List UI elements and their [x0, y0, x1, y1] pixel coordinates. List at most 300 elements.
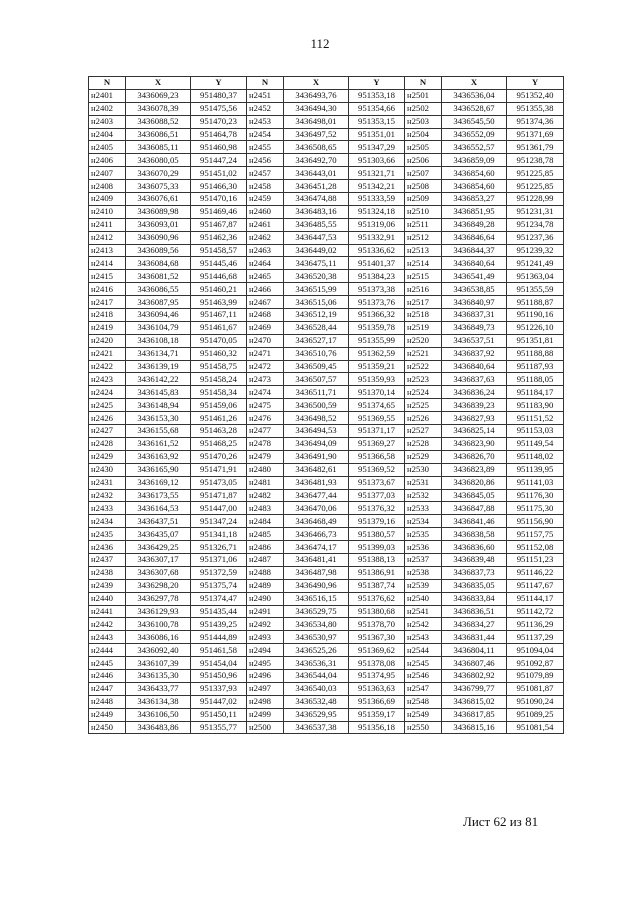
x-coordinate-cell: 3436088,52 — [126, 115, 191, 128]
x-coordinate-cell: 3436297,78 — [126, 592, 191, 605]
x-coordinate-cell: 3436164,53 — [126, 502, 191, 515]
y-coordinate-cell: 951153,03 — [507, 425, 564, 438]
x-coordinate-cell: 3436069,23 — [126, 89, 191, 102]
y-coordinate-cell: 951351,01 — [349, 128, 405, 141]
x-coordinate-cell: 3436837,63 — [442, 373, 507, 386]
table-row — [89, 296, 564, 309]
y-coordinate-cell: 951446,68 — [191, 270, 247, 283]
table-row — [89, 425, 564, 438]
y-coordinate-cell: 951363,63 — [349, 682, 405, 695]
point-id-cell: н2466 — [247, 283, 284, 296]
x-coordinate-cell: 3436094,46 — [126, 309, 191, 322]
y-coordinate-cell: 951467,87 — [191, 218, 247, 231]
table-row — [89, 463, 564, 476]
point-id-cell: н2512 — [405, 231, 442, 244]
x-coordinate-cell: 3436853,27 — [442, 193, 507, 206]
y-coordinate-cell: 951369,55 — [349, 412, 405, 425]
table-row — [89, 553, 564, 566]
y-coordinate-cell: 951373,38 — [349, 283, 405, 296]
point-id-cell: н2458 — [247, 180, 284, 193]
y-coordinate-cell: 951355,77 — [191, 721, 247, 734]
column-header: X — [442, 77, 507, 90]
x-coordinate-cell: 3436475,11 — [284, 257, 349, 270]
table-row — [89, 515, 564, 528]
x-coordinate-cell: 3436086,51 — [126, 128, 191, 141]
y-coordinate-cell: 951458,24 — [191, 373, 247, 386]
y-coordinate-cell: 951464,78 — [191, 128, 247, 141]
y-coordinate-cell: 951090,24 — [507, 695, 564, 708]
x-coordinate-cell: 3436515,06 — [284, 296, 349, 309]
point-id-cell: н2509 — [405, 193, 442, 206]
x-coordinate-cell: 3436528,67 — [442, 102, 507, 115]
y-coordinate-cell: 951141,03 — [507, 476, 564, 489]
y-coordinate-cell: 951355,59 — [507, 283, 564, 296]
point-id-cell: н2510 — [405, 205, 442, 218]
x-coordinate-cell: 3436173,55 — [126, 489, 191, 502]
point-id-cell: н2442 — [89, 618, 126, 631]
y-coordinate-cell: 951463,99 — [191, 296, 247, 309]
point-id-cell: н2486 — [247, 541, 284, 554]
y-coordinate-cell: 951373,76 — [349, 296, 405, 309]
x-coordinate-cell: 3436831,44 — [442, 631, 507, 644]
x-coordinate-cell: 3436089,98 — [126, 205, 191, 218]
point-id-cell: н2413 — [89, 244, 126, 257]
point-id-cell: н2430 — [89, 463, 126, 476]
point-id-cell: н2414 — [89, 257, 126, 270]
y-coordinate-cell: 951341,18 — [191, 528, 247, 541]
y-coordinate-cell: 951366,32 — [349, 309, 405, 322]
x-coordinate-cell: 3436093,01 — [126, 218, 191, 231]
x-coordinate-cell: 3436466,73 — [284, 528, 349, 541]
point-id-cell: н2420 — [89, 334, 126, 347]
x-coordinate-cell: 3436827,93 — [442, 412, 507, 425]
y-coordinate-cell: 951359,78 — [349, 321, 405, 334]
y-coordinate-cell: 951447,24 — [191, 154, 247, 167]
y-coordinate-cell: 951388,13 — [349, 553, 405, 566]
x-coordinate-cell: 3436089,56 — [126, 244, 191, 257]
y-coordinate-cell: 951471,87 — [191, 489, 247, 502]
y-coordinate-cell: 951454,04 — [191, 657, 247, 670]
x-coordinate-cell: 3436841,46 — [442, 515, 507, 528]
x-coordinate-cell: 3436307,68 — [126, 566, 191, 579]
y-coordinate-cell: 951188,88 — [507, 347, 564, 360]
point-id-cell: н2540 — [405, 592, 442, 605]
y-coordinate-cell: 951372,59 — [191, 566, 247, 579]
x-coordinate-cell: 3436498,52 — [284, 412, 349, 425]
point-id-cell: н2505 — [405, 141, 442, 154]
point-id-cell: н2453 — [247, 115, 284, 128]
table-row — [89, 347, 564, 360]
table-row — [89, 721, 564, 734]
column-header: N — [247, 77, 284, 90]
table-row — [89, 566, 564, 579]
y-coordinate-cell: 951225,85 — [507, 167, 564, 180]
y-coordinate-cell: 951361,79 — [507, 141, 564, 154]
x-coordinate-cell: 3436836,60 — [442, 541, 507, 554]
point-id-cell: н2515 — [405, 270, 442, 283]
x-coordinate-cell: 3436481,93 — [284, 476, 349, 489]
x-coordinate-cell: 3436433,77 — [126, 682, 191, 695]
x-coordinate-cell: 3436135,30 — [126, 669, 191, 682]
table-row — [89, 231, 564, 244]
y-coordinate-cell: 951366,58 — [349, 450, 405, 463]
x-coordinate-cell: 3436826,70 — [442, 450, 507, 463]
y-coordinate-cell: 951435,44 — [191, 605, 247, 618]
y-coordinate-cell: 951445,46 — [191, 257, 247, 270]
x-coordinate-cell: 3436799,77 — [442, 682, 507, 695]
x-coordinate-cell: 3436536,04 — [442, 89, 507, 102]
y-coordinate-cell: 951401,37 — [349, 257, 405, 270]
y-coordinate-cell: 951081,87 — [507, 682, 564, 695]
x-coordinate-cell: 3436145,83 — [126, 386, 191, 399]
point-id-cell: н2404 — [89, 128, 126, 141]
y-coordinate-cell: 951175,30 — [507, 502, 564, 515]
x-coordinate-cell: 3436833,84 — [442, 592, 507, 605]
point-id-cell: н2445 — [89, 657, 126, 670]
table-row — [89, 89, 564, 102]
y-coordinate-cell: 951470,23 — [191, 115, 247, 128]
point-id-cell: н2534 — [405, 515, 442, 528]
y-coordinate-cell: 951458,57 — [191, 244, 247, 257]
point-id-cell: н2477 — [247, 425, 284, 438]
x-coordinate-cell: 3436435,07 — [126, 528, 191, 541]
y-coordinate-cell: 951386,91 — [349, 566, 405, 579]
point-id-cell: н2469 — [247, 321, 284, 334]
y-coordinate-cell: 951447,02 — [191, 695, 247, 708]
x-coordinate-cell: 3436474,88 — [284, 193, 349, 206]
y-coordinate-cell: 951470,05 — [191, 334, 247, 347]
y-coordinate-cell: 951379,16 — [349, 515, 405, 528]
x-coordinate-cell: 3436100,78 — [126, 618, 191, 631]
point-id-cell: н2524 — [405, 386, 442, 399]
point-id-cell: н2520 — [405, 334, 442, 347]
table-row — [89, 167, 564, 180]
y-coordinate-cell: 951137,29 — [507, 631, 564, 644]
x-coordinate-cell: 3436536,31 — [284, 657, 349, 670]
x-coordinate-cell: 3436525,26 — [284, 644, 349, 657]
table-row — [89, 579, 564, 592]
x-coordinate-cell: 3436085,11 — [126, 141, 191, 154]
column-header: Y — [507, 77, 564, 90]
y-coordinate-cell: 951225,85 — [507, 180, 564, 193]
point-id-cell: н2494 — [247, 644, 284, 657]
y-coordinate-cell: 951460,98 — [191, 141, 247, 154]
table-row — [89, 657, 564, 670]
column-header: X — [126, 77, 191, 90]
table-row — [89, 605, 564, 618]
y-coordinate-cell: 951190,16 — [507, 309, 564, 322]
x-coordinate-cell: 3436815,16 — [442, 721, 507, 734]
x-coordinate-cell: 3436165,90 — [126, 463, 191, 476]
point-id-cell: н2415 — [89, 270, 126, 283]
y-coordinate-cell: 951374,65 — [349, 399, 405, 412]
point-id-cell: н2403 — [89, 115, 126, 128]
x-coordinate-cell: 3436494,09 — [284, 437, 349, 450]
y-coordinate-cell: 951151,23 — [507, 553, 564, 566]
point-id-cell: н2548 — [405, 695, 442, 708]
y-coordinate-cell: 951144,17 — [507, 592, 564, 605]
y-coordinate-cell: 951319,06 — [349, 218, 405, 231]
point-id-cell: н2408 — [89, 180, 126, 193]
y-coordinate-cell: 951228,99 — [507, 193, 564, 206]
table-row — [89, 489, 564, 502]
x-coordinate-cell: 3436540,03 — [284, 682, 349, 695]
y-coordinate-cell: 951371,69 — [507, 128, 564, 141]
x-coordinate-cell: 3436081,52 — [126, 270, 191, 283]
y-coordinate-cell: 951439,25 — [191, 618, 247, 631]
point-id-cell: н2417 — [89, 296, 126, 309]
point-id-cell: н2503 — [405, 115, 442, 128]
point-id-cell: н2528 — [405, 437, 442, 450]
point-id-cell: н2452 — [247, 102, 284, 115]
point-id-cell: н2508 — [405, 180, 442, 193]
point-id-cell: н2489 — [247, 579, 284, 592]
point-id-cell: н2545 — [405, 657, 442, 670]
x-coordinate-cell: 3436508,65 — [284, 141, 349, 154]
point-id-cell: н2483 — [247, 502, 284, 515]
point-id-cell: н2501 — [405, 89, 442, 102]
x-coordinate-cell: 3436859,09 — [442, 154, 507, 167]
point-id-cell: н2543 — [405, 631, 442, 644]
y-coordinate-cell: 951081,54 — [507, 721, 564, 734]
x-coordinate-cell: 3436507,57 — [284, 373, 349, 386]
point-id-cell: н2533 — [405, 502, 442, 515]
point-id-cell: н2487 — [247, 553, 284, 566]
y-coordinate-cell: 951326,71 — [191, 541, 247, 554]
y-coordinate-cell: 951461,58 — [191, 644, 247, 657]
point-id-cell: н2470 — [247, 334, 284, 347]
point-id-cell: н2507 — [405, 167, 442, 180]
y-coordinate-cell: 951378,70 — [349, 618, 405, 631]
x-coordinate-cell: 3436075,33 — [126, 180, 191, 193]
point-id-cell: н2423 — [89, 373, 126, 386]
y-coordinate-cell: 951374,36 — [507, 115, 564, 128]
x-coordinate-cell: 3436307,17 — [126, 553, 191, 566]
y-coordinate-cell: 951480,37 — [191, 89, 247, 102]
y-coordinate-cell: 951460,21 — [191, 283, 247, 296]
y-coordinate-cell: 951157,75 — [507, 528, 564, 541]
point-id-cell: н2541 — [405, 605, 442, 618]
y-coordinate-cell: 951450,11 — [191, 708, 247, 721]
table-row — [89, 682, 564, 695]
x-coordinate-cell: 3436851,95 — [442, 205, 507, 218]
x-coordinate-cell: 3436534,80 — [284, 618, 349, 631]
x-coordinate-cell: 3436825,14 — [442, 425, 507, 438]
point-id-cell: н2478 — [247, 437, 284, 450]
x-coordinate-cell: 3436840,64 — [442, 360, 507, 373]
point-id-cell: н2537 — [405, 553, 442, 566]
y-coordinate-cell: 951337,93 — [191, 682, 247, 695]
table-row — [89, 708, 564, 721]
y-coordinate-cell: 951332,91 — [349, 231, 405, 244]
table-row — [89, 141, 564, 154]
y-coordinate-cell: 951370,14 — [349, 386, 405, 399]
x-coordinate-cell: 3436470,06 — [284, 502, 349, 515]
x-coordinate-cell: 3436447,53 — [284, 231, 349, 244]
x-coordinate-cell: 3436845,05 — [442, 489, 507, 502]
point-id-cell: н2542 — [405, 618, 442, 631]
table-row — [89, 541, 564, 554]
y-coordinate-cell: 951363,04 — [507, 270, 564, 283]
x-coordinate-cell: 3436512,19 — [284, 309, 349, 322]
x-coordinate-cell: 3436481,41 — [284, 553, 349, 566]
point-id-cell: н2443 — [89, 631, 126, 644]
y-coordinate-cell: 951475,56 — [191, 102, 247, 115]
table-row — [89, 218, 564, 231]
point-id-cell: н2454 — [247, 128, 284, 141]
table-row — [89, 257, 564, 270]
x-coordinate-cell: 3436139,19 — [126, 360, 191, 373]
y-coordinate-cell: 951458,34 — [191, 386, 247, 399]
column-header: Y — [191, 77, 247, 90]
point-id-cell: н2428 — [89, 437, 126, 450]
y-coordinate-cell: 951342,21 — [349, 180, 405, 193]
y-coordinate-cell: 951469,46 — [191, 205, 247, 218]
x-coordinate-cell: 3436820,86 — [442, 476, 507, 489]
point-id-cell: н2529 — [405, 450, 442, 463]
x-coordinate-cell: 3436483,86 — [126, 721, 191, 734]
y-coordinate-cell: 951467,11 — [191, 309, 247, 322]
y-coordinate-cell: 951466,30 — [191, 180, 247, 193]
point-id-cell: н2427 — [89, 425, 126, 438]
point-id-cell: н2406 — [89, 154, 126, 167]
y-coordinate-cell: 951380,57 — [349, 528, 405, 541]
point-id-cell: н2464 — [247, 257, 284, 270]
y-coordinate-cell: 951355,99 — [349, 334, 405, 347]
table-row — [89, 334, 564, 347]
point-id-cell: н2544 — [405, 644, 442, 657]
x-coordinate-cell: 3436838,58 — [442, 528, 507, 541]
point-id-cell: н2499 — [247, 708, 284, 721]
point-id-cell: н2412 — [89, 231, 126, 244]
table-row — [89, 115, 564, 128]
point-id-cell: н2462 — [247, 231, 284, 244]
y-coordinate-cell: 951231,31 — [507, 205, 564, 218]
x-coordinate-cell: 3436491,90 — [284, 450, 349, 463]
point-id-cell: н2514 — [405, 257, 442, 270]
y-coordinate-cell: 951139,95 — [507, 463, 564, 476]
y-coordinate-cell: 951142,72 — [507, 605, 564, 618]
y-coordinate-cell: 951461,67 — [191, 321, 247, 334]
x-coordinate-cell: 3436837,31 — [442, 309, 507, 322]
y-coordinate-cell: 951359,21 — [349, 360, 405, 373]
y-coordinate-cell: 951459,06 — [191, 399, 247, 412]
x-coordinate-cell: 3436148,94 — [126, 399, 191, 412]
point-id-cell: н2539 — [405, 579, 442, 592]
table-row — [89, 193, 564, 206]
column-header: N — [405, 77, 442, 90]
y-coordinate-cell: 951369,62 — [349, 644, 405, 657]
x-coordinate-cell: 3436169,12 — [126, 476, 191, 489]
x-coordinate-cell: 3436134,71 — [126, 347, 191, 360]
point-id-cell: н2485 — [247, 528, 284, 541]
y-coordinate-cell: 951353,18 — [349, 89, 405, 102]
x-coordinate-cell: 3436836,51 — [442, 605, 507, 618]
x-coordinate-cell: 3436161,52 — [126, 437, 191, 450]
y-coordinate-cell: 951353,15 — [349, 115, 405, 128]
x-coordinate-cell: 3436538,85 — [442, 283, 507, 296]
y-coordinate-cell: 951462,36 — [191, 231, 247, 244]
x-coordinate-cell: 3436527,17 — [284, 334, 349, 347]
point-id-cell: н2438 — [89, 566, 126, 579]
x-coordinate-cell: 3436493,76 — [284, 89, 349, 102]
x-coordinate-cell: 3436092,40 — [126, 644, 191, 657]
point-id-cell: н2519 — [405, 321, 442, 334]
y-coordinate-cell: 951369,27 — [349, 437, 405, 450]
y-coordinate-cell: 951094,04 — [507, 644, 564, 657]
x-coordinate-cell: 3436449,02 — [284, 244, 349, 257]
point-id-cell: н2429 — [89, 450, 126, 463]
point-id-cell: н2402 — [89, 102, 126, 115]
y-coordinate-cell: 951366,69 — [349, 695, 405, 708]
y-coordinate-cell: 951352,40 — [507, 89, 564, 102]
y-coordinate-cell: 951359,17 — [349, 708, 405, 721]
y-coordinate-cell: 951369,52 — [349, 463, 405, 476]
x-coordinate-cell: 3436528,44 — [284, 321, 349, 334]
point-id-cell: н2448 — [89, 695, 126, 708]
point-id-cell: н2422 — [89, 360, 126, 373]
point-id-cell: н2401 — [89, 89, 126, 102]
y-coordinate-cell: 951152,08 — [507, 541, 564, 554]
point-id-cell: н2532 — [405, 489, 442, 502]
x-coordinate-cell: 3436817,85 — [442, 708, 507, 721]
x-coordinate-cell: 3436070,29 — [126, 167, 191, 180]
table-row — [89, 205, 564, 218]
point-id-cell: н2407 — [89, 167, 126, 180]
x-coordinate-cell: 3436104,79 — [126, 321, 191, 334]
x-coordinate-cell: 3436078,39 — [126, 102, 191, 115]
x-coordinate-cell: 3436545,50 — [442, 115, 507, 128]
x-coordinate-cell: 3436815,02 — [442, 695, 507, 708]
point-id-cell: н2461 — [247, 218, 284, 231]
y-coordinate-cell: 951234,78 — [507, 218, 564, 231]
point-id-cell: н2459 — [247, 193, 284, 206]
y-coordinate-cell: 951188,87 — [507, 296, 564, 309]
point-id-cell: н2518 — [405, 309, 442, 322]
point-id-cell: н2549 — [405, 708, 442, 721]
point-id-cell: н2447 — [89, 682, 126, 695]
x-coordinate-cell: 3436086,16 — [126, 631, 191, 644]
x-coordinate-cell: 3436544,04 — [284, 669, 349, 682]
table-row — [89, 309, 564, 322]
x-coordinate-cell: 3436468,49 — [284, 515, 349, 528]
table-row — [89, 283, 564, 296]
point-id-cell: н2421 — [89, 347, 126, 360]
y-coordinate-cell: 951336,62 — [349, 244, 405, 257]
point-id-cell: н2444 — [89, 644, 126, 657]
x-coordinate-cell: 3436840,97 — [442, 296, 507, 309]
point-id-cell: н2475 — [247, 399, 284, 412]
y-coordinate-cell: 951371,06 — [191, 553, 247, 566]
x-coordinate-cell: 3436516,15 — [284, 592, 349, 605]
point-id-cell: н2497 — [247, 682, 284, 695]
point-id-cell: н2476 — [247, 412, 284, 425]
table-row — [89, 373, 564, 386]
x-coordinate-cell: 3436155,68 — [126, 425, 191, 438]
x-coordinate-cell: 3436849,28 — [442, 218, 507, 231]
point-id-cell: н2530 — [405, 463, 442, 476]
x-coordinate-cell: 3436839,48 — [442, 553, 507, 566]
y-coordinate-cell: 951188,05 — [507, 373, 564, 386]
point-id-cell: н2471 — [247, 347, 284, 360]
y-coordinate-cell: 951237,36 — [507, 231, 564, 244]
table-row — [89, 476, 564, 489]
x-coordinate-cell: 3436802,92 — [442, 669, 507, 682]
y-coordinate-cell: 951362,59 — [349, 347, 405, 360]
x-coordinate-cell: 3436529,95 — [284, 708, 349, 721]
point-id-cell: н2493 — [247, 631, 284, 644]
point-id-cell: н2468 — [247, 309, 284, 322]
